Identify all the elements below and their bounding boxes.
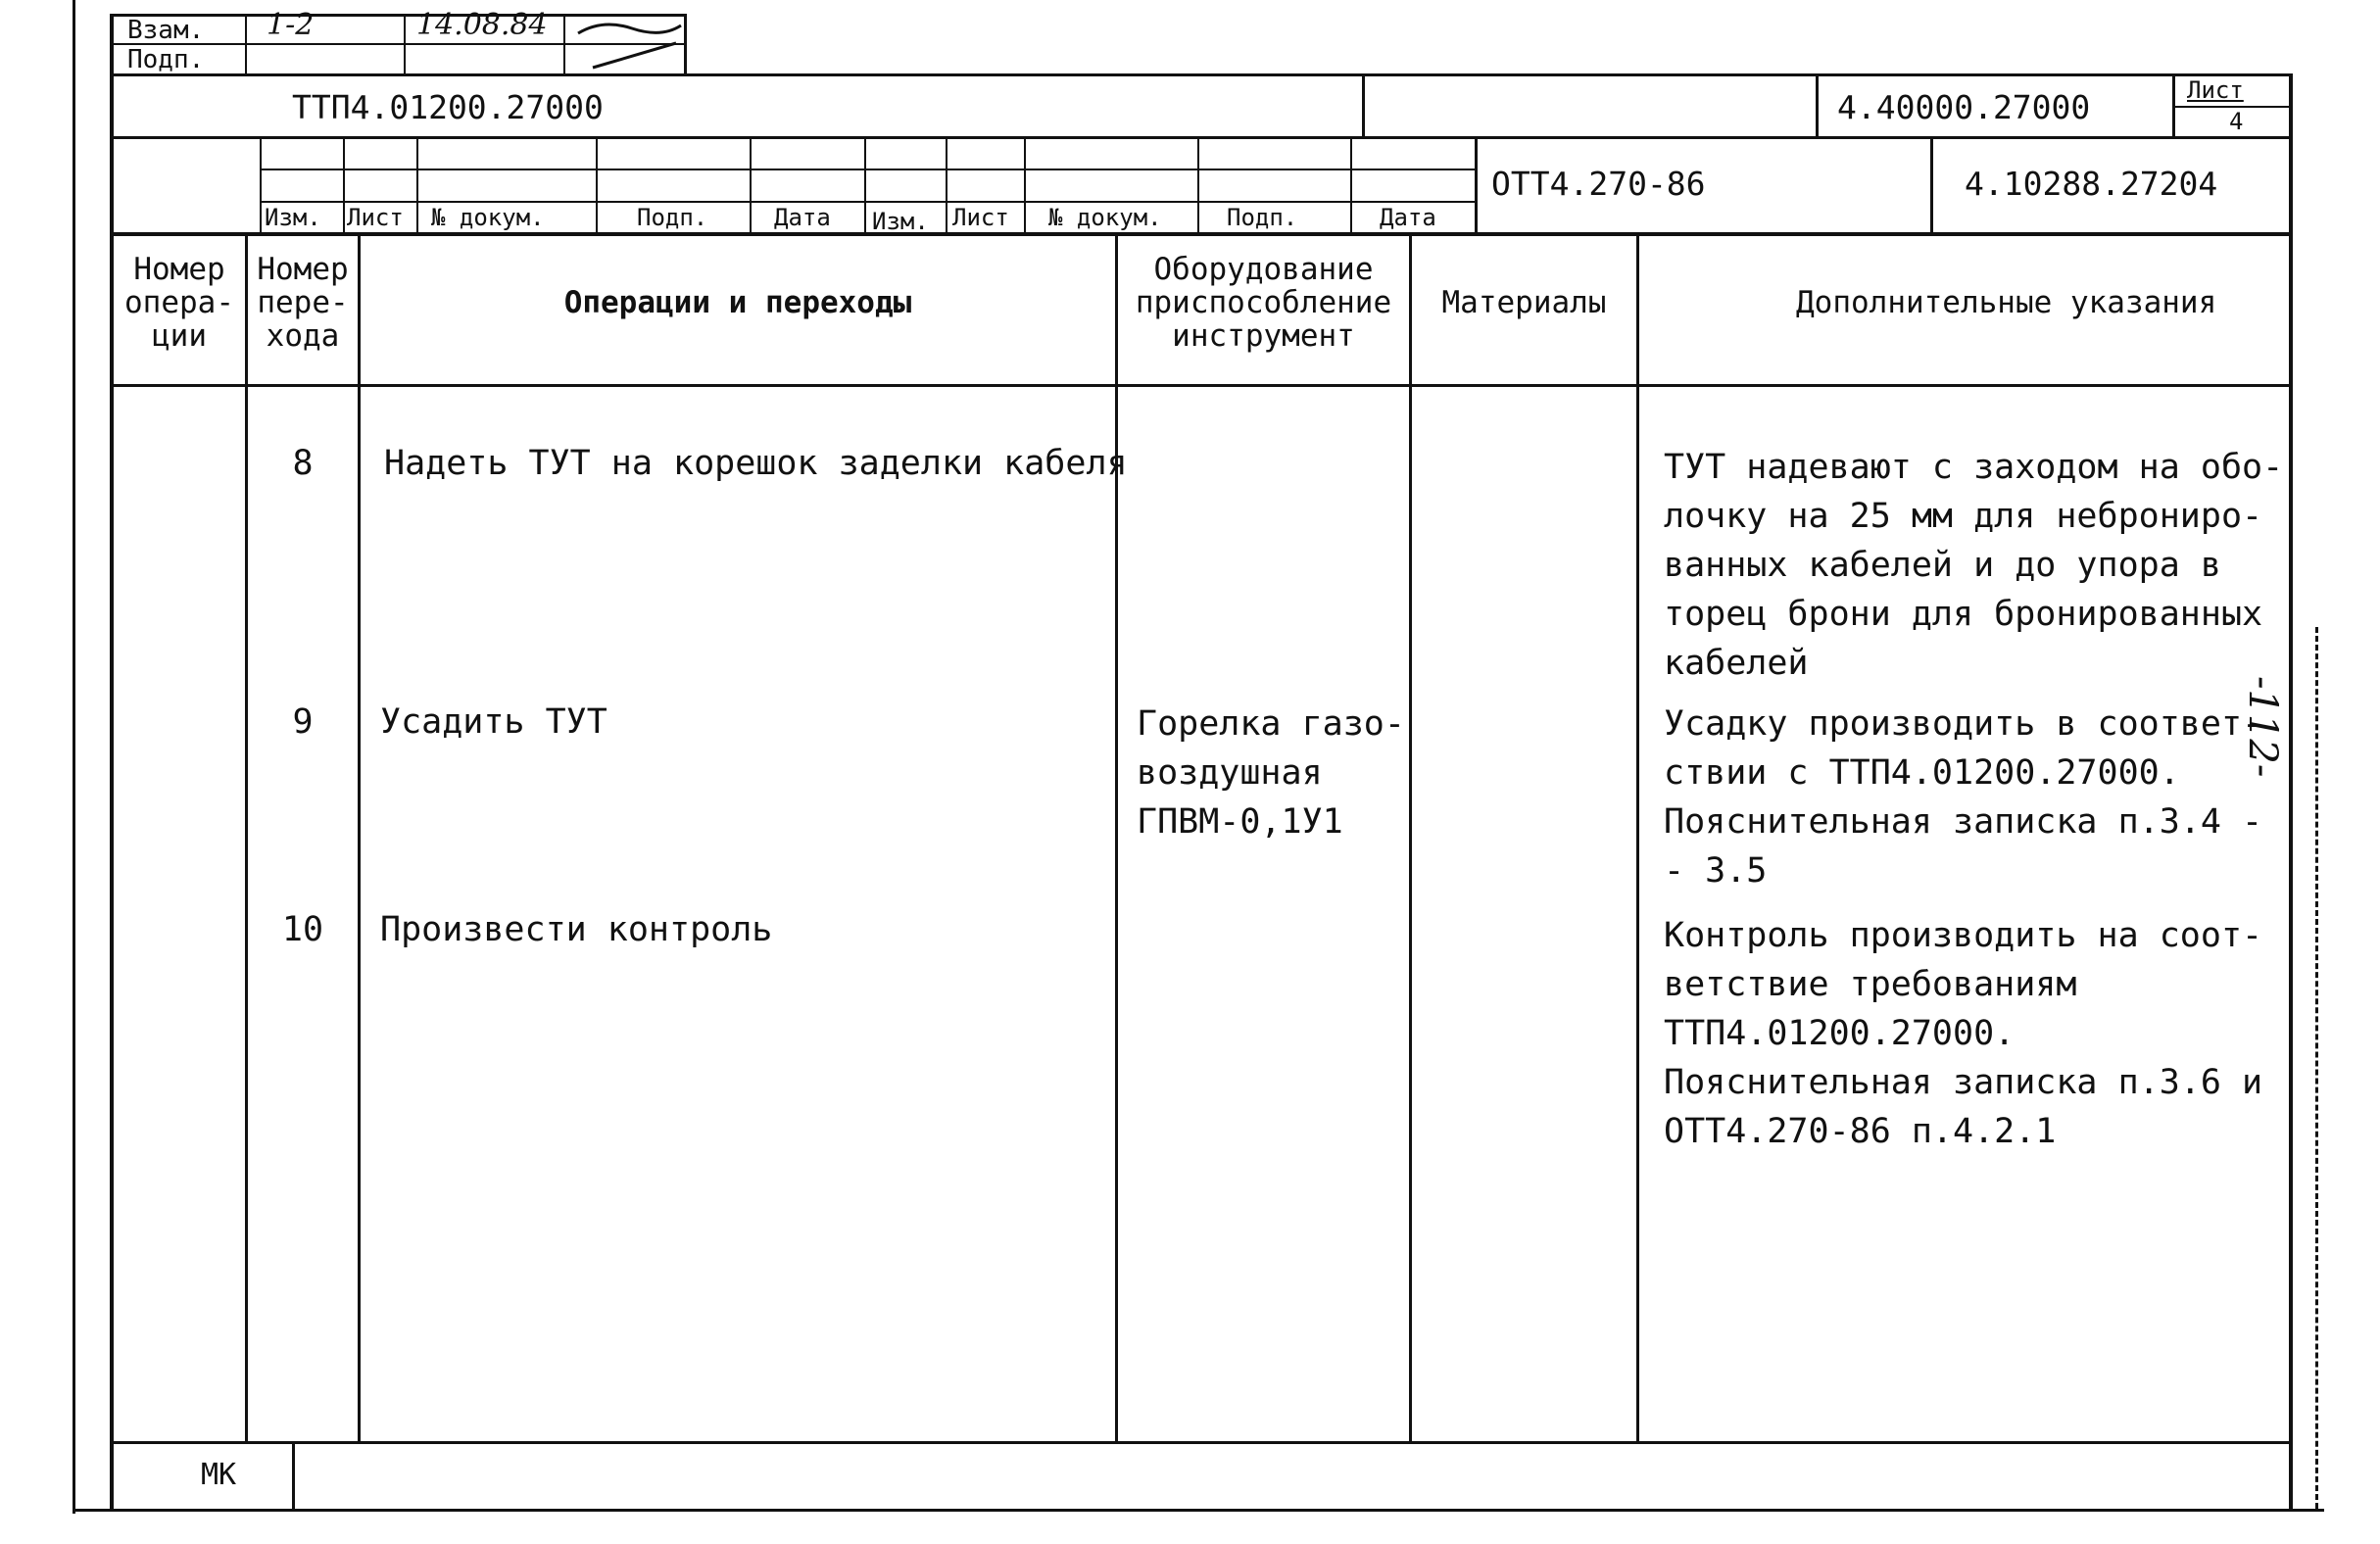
rev-div [946, 138, 947, 234]
frame-right [2289, 74, 2293, 1509]
col-header-notes: Дополнительные указания [1796, 285, 2217, 320]
col-header-equipment: Оборудование приспособление инструмент [1135, 252, 1392, 354]
doc-code: ТТП4.01200.27000 [292, 88, 604, 126]
header-bottom [110, 384, 2293, 387]
stamp-div-3 [563, 14, 565, 74]
doc-number: 4.40000.27000 [1837, 88, 2091, 126]
col-div-4 [1409, 234, 1412, 1442]
stamp-podp-label: Подп. [127, 45, 205, 74]
col-div-2 [358, 234, 361, 1442]
title-div-1 [1362, 73, 1365, 138]
row-9-operation: Усадить ТУТ [380, 702, 607, 742]
doc-number-2: 4.10288.27204 [1965, 165, 2218, 203]
row-8-operation: Надеть ТУТ на корешок заделки кабеля [384, 444, 1128, 483]
rev-header-date: Дата [774, 204, 831, 231]
col-header-materials: Материалы [1441, 285, 1607, 320]
row-8-notes: ТУТ надевают с заходом на обо- лочку на 25 мм для неброниро- ванных кабелей и до упора в торец брони для бронированных кабелей [1664, 448, 2284, 683]
row-9-notes: Усадку производить в соответ- ствии с ТТП4.01200.27000. Пояснительная записка п.3.4 - - 3.5 [1664, 704, 2263, 891]
rev-header-izm-2: Изм. [872, 208, 929, 235]
rev-div [1350, 138, 1352, 234]
rev-header-docnum-2: № докум. [1048, 204, 1162, 231]
col-div-1 [245, 234, 248, 1442]
stamp-handwritten-2: 14.08.84 [416, 8, 548, 42]
rev-div [1475, 138, 1478, 234]
form-code: МК [201, 1458, 237, 1492]
frame-left [110, 14, 114, 1509]
rev-header-podp: Подп. [637, 204, 708, 231]
rev-header-docnum: № докум. [431, 204, 545, 231]
rev-header-list: Лист [347, 204, 404, 231]
rev-row-mid [260, 169, 1475, 170]
rev-div [1024, 138, 1026, 234]
ott-code: ОТТ4.270-86 [1491, 165, 1706, 203]
rev-div [1930, 138, 1933, 234]
row-9-equipment: Горелка газо- воздушная ГПВМ-0,1У1 [1137, 704, 1405, 842]
stamp-vzam-label: Взам. [127, 16, 205, 45]
col-header-operations: Операции и переходы [563, 285, 912, 320]
rev-header-podp-2: Подп. [1227, 204, 1298, 231]
row-9-step-number: 9 [292, 702, 314, 742]
sheet-label: Лист [2187, 76, 2244, 104]
rev-header-izm: Изм. [265, 204, 321, 231]
footer-div [292, 1441, 295, 1510]
rev-div [343, 138, 345, 234]
rev-header-date-2: Дата [1380, 204, 1436, 231]
title-row-bottom [110, 136, 2293, 139]
rev-div [1197, 138, 1199, 234]
row-10-operation: Произвести контроль [380, 910, 773, 949]
col-header-op-number: Номер опера- ции [124, 252, 234, 354]
rev-header-list-2: Лист [952, 204, 1009, 231]
rev-div [596, 138, 598, 234]
row-8-step-number: 8 [292, 444, 314, 483]
col-div-3 [1115, 234, 1118, 1442]
title-div-2 [1816, 73, 1819, 138]
rev-row-bottom [110, 232, 2293, 236]
footer-top [110, 1441, 2293, 1444]
stamp-div-2 [404, 14, 406, 74]
side-page-note: -112- [2240, 676, 2285, 778]
row-10-step-number: 10 [281, 910, 324, 949]
margin-dash-line [2315, 627, 2318, 1509]
stamp-div-1 [245, 14, 247, 74]
bottom-border [73, 1509, 2324, 1512]
rev-div [864, 138, 866, 234]
stamp-handwritten-1: 1-2 [267, 8, 315, 42]
frame-top [110, 73, 2293, 76]
binding-line [73, 0, 75, 1514]
rev-row-mid-2 [260, 201, 1475, 203]
rev-div [260, 138, 262, 234]
col-header-step-number: Номер пере- хода [257, 252, 349, 354]
rev-div [750, 138, 752, 234]
col-div-5 [1636, 234, 1639, 1442]
rev-div [416, 138, 418, 234]
row-10-notes: Контроль производить на соот- ветствие требованиям ТТП4.01200.27000. Пояснительная записка п.3.6 и ОТТ4.270-86 п.4.2.1 [1664, 916, 2263, 1151]
sheet-number: 4 [2229, 108, 2244, 135]
stamp-signature-icon [573, 14, 686, 74]
